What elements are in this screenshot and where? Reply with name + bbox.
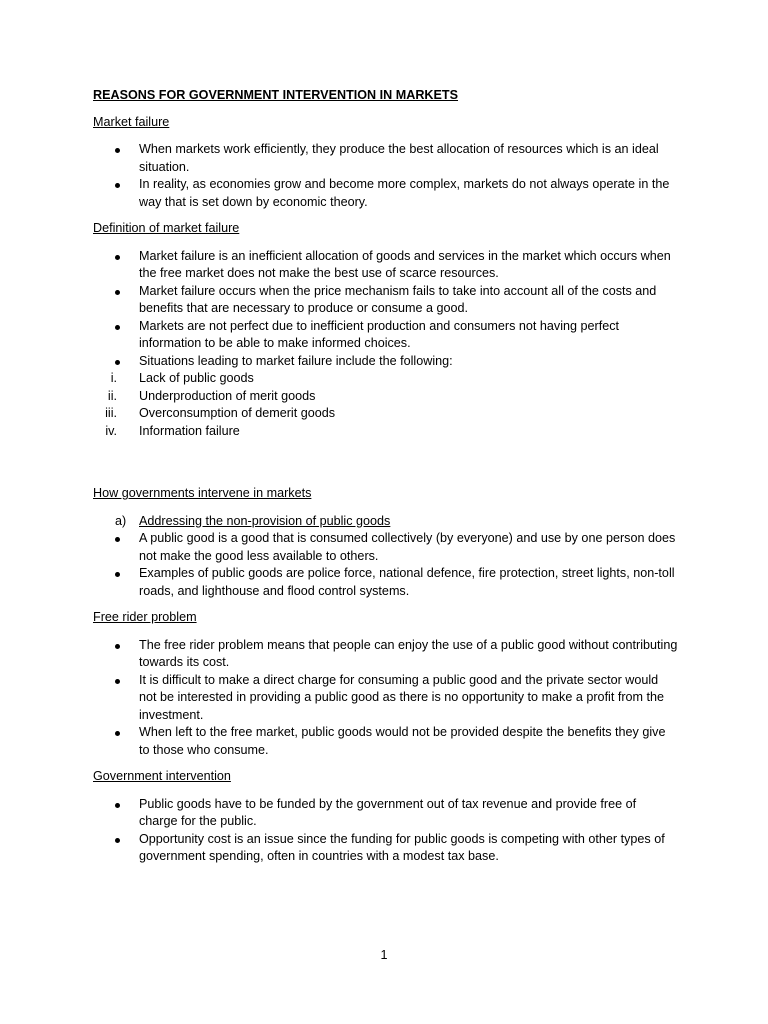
bullet-icon — [115, 290, 120, 295]
section-heading-free-rider: Free rider problem — [93, 610, 197, 624]
list-item-text: Examples of public goods are police force, national defence, fire protection, street lights, non-toll roads, and lighthouse and flood control systems. — [139, 566, 675, 598]
list-item-text: The free rider problem means that people can enjoy the use of a public good without contributing towards its cost. — [139, 637, 678, 669]
intervene-list — [93, 513, 678, 601]
list-item-text: Lack of public goods — [139, 371, 254, 385]
list-item — [93, 565, 678, 600]
list-marker: i. — [110, 371, 117, 385]
bullet-icon — [115, 183, 120, 188]
section-heading-definition: Definition of market failure — [93, 221, 240, 235]
bullet-icon — [115, 644, 120, 649]
document-content — [93, 87, 678, 875]
roman-list-item — [93, 388, 678, 406]
list-item-text: Market failure occurs when the price mechanism fails to take into account all of the costs and benefits that are necessary to produce or consume a good. — [139, 283, 657, 315]
list-item-text: It is difficult to make a direct charge for consuming a public good and the private sector would not be interested in providing a public good as there is no opportunity to make a profit from the investment. — [139, 672, 665, 722]
roman-list-item — [93, 370, 678, 388]
list-item-text: Overconsumption of demerit goods — [139, 406, 336, 420]
document-title: REASONS FOR GOVERNMENT INTERVENTION IN MARKETS — [93, 88, 459, 102]
roman-list-item — [93, 405, 678, 423]
section-heading-market-failure: Market failure — [93, 114, 170, 129]
bullet-icon — [115, 148, 120, 153]
list-item — [93, 796, 678, 831]
list-marker: a) — [115, 513, 127, 528]
list-item-text: Addressing the non-provision of public goods — [139, 513, 391, 528]
list-item-text: When markets work efficiently, they produce the best allocation of resources which is an ideal situation. — [139, 142, 659, 174]
alpha-list-item — [93, 513, 678, 531]
definition-list — [93, 248, 678, 441]
list-item — [93, 637, 678, 672]
bullet-icon — [115, 572, 120, 577]
list-item — [93, 353, 678, 371]
list-item-text: Underproduction of merit goods — [139, 388, 316, 403]
list-item-text: When left to the free market, public goods would not be provided despite the benefits they give to those who consume. — [139, 725, 666, 757]
section-heading-intervene: How governments intervene in markets — [93, 486, 312, 500]
bullet-icon — [115, 537, 120, 542]
list-item — [93, 831, 678, 866]
list-item — [93, 283, 678, 318]
spacer — [93, 449, 678, 485]
bullet-icon — [115, 255, 120, 260]
list-item — [93, 530, 678, 565]
list-item — [93, 672, 678, 725]
list-item — [93, 318, 678, 353]
list-marker: iii. — [105, 406, 117, 420]
government-intervention-list — [93, 796, 678, 866]
list-item — [93, 248, 678, 283]
list-item-text: A public good is a good that is consumed collectively (by everyone) and use by one person does not make the good less available to others. — [139, 531, 676, 563]
bullet-icon — [115, 731, 120, 736]
list-item-text: Situations leading to market failure include the following: — [139, 353, 453, 368]
list-item — [93, 724, 678, 759]
bullet-icon — [115, 360, 120, 365]
roman-list-item — [93, 423, 678, 441]
section-heading-government-intervention: Government intervention — [93, 769, 231, 783]
list-item-text: Markets are not perfect due to inefficient production and consumers not having perfect information to be able to make informed choices. — [139, 318, 620, 350]
list-marker: iv. — [105, 423, 117, 438]
list-item-text: Information failure — [139, 423, 240, 438]
list-item — [93, 176, 678, 211]
market-failure-list — [93, 141, 678, 211]
bullet-icon — [115, 679, 120, 684]
list-item-text: In reality, as economies grow and become more complex, markets do not always operate in the way that is set down by economic theory. — [139, 177, 670, 209]
list-item — [93, 141, 678, 176]
page-number: 1 — [380, 948, 388, 962]
list-item-text: Opportunity cost is an issue since the funding for public goods is competing with other types of government spending, often in countries with a modest tax base. — [139, 831, 665, 863]
free-rider-list — [93, 637, 678, 760]
bullet-icon — [115, 838, 120, 843]
bullet-icon — [115, 325, 120, 330]
list-marker: ii. — [107, 388, 117, 403]
bullet-icon — [115, 803, 120, 808]
list-item-text: Market failure is an inefficient allocation of goods and services in the market which occurs when the free market does not make the best use of scarce resources. — [139, 248, 671, 280]
list-item-text: Public goods have to be funded by the government out of tax revenue and provide free of charge for the public. — [139, 796, 637, 828]
